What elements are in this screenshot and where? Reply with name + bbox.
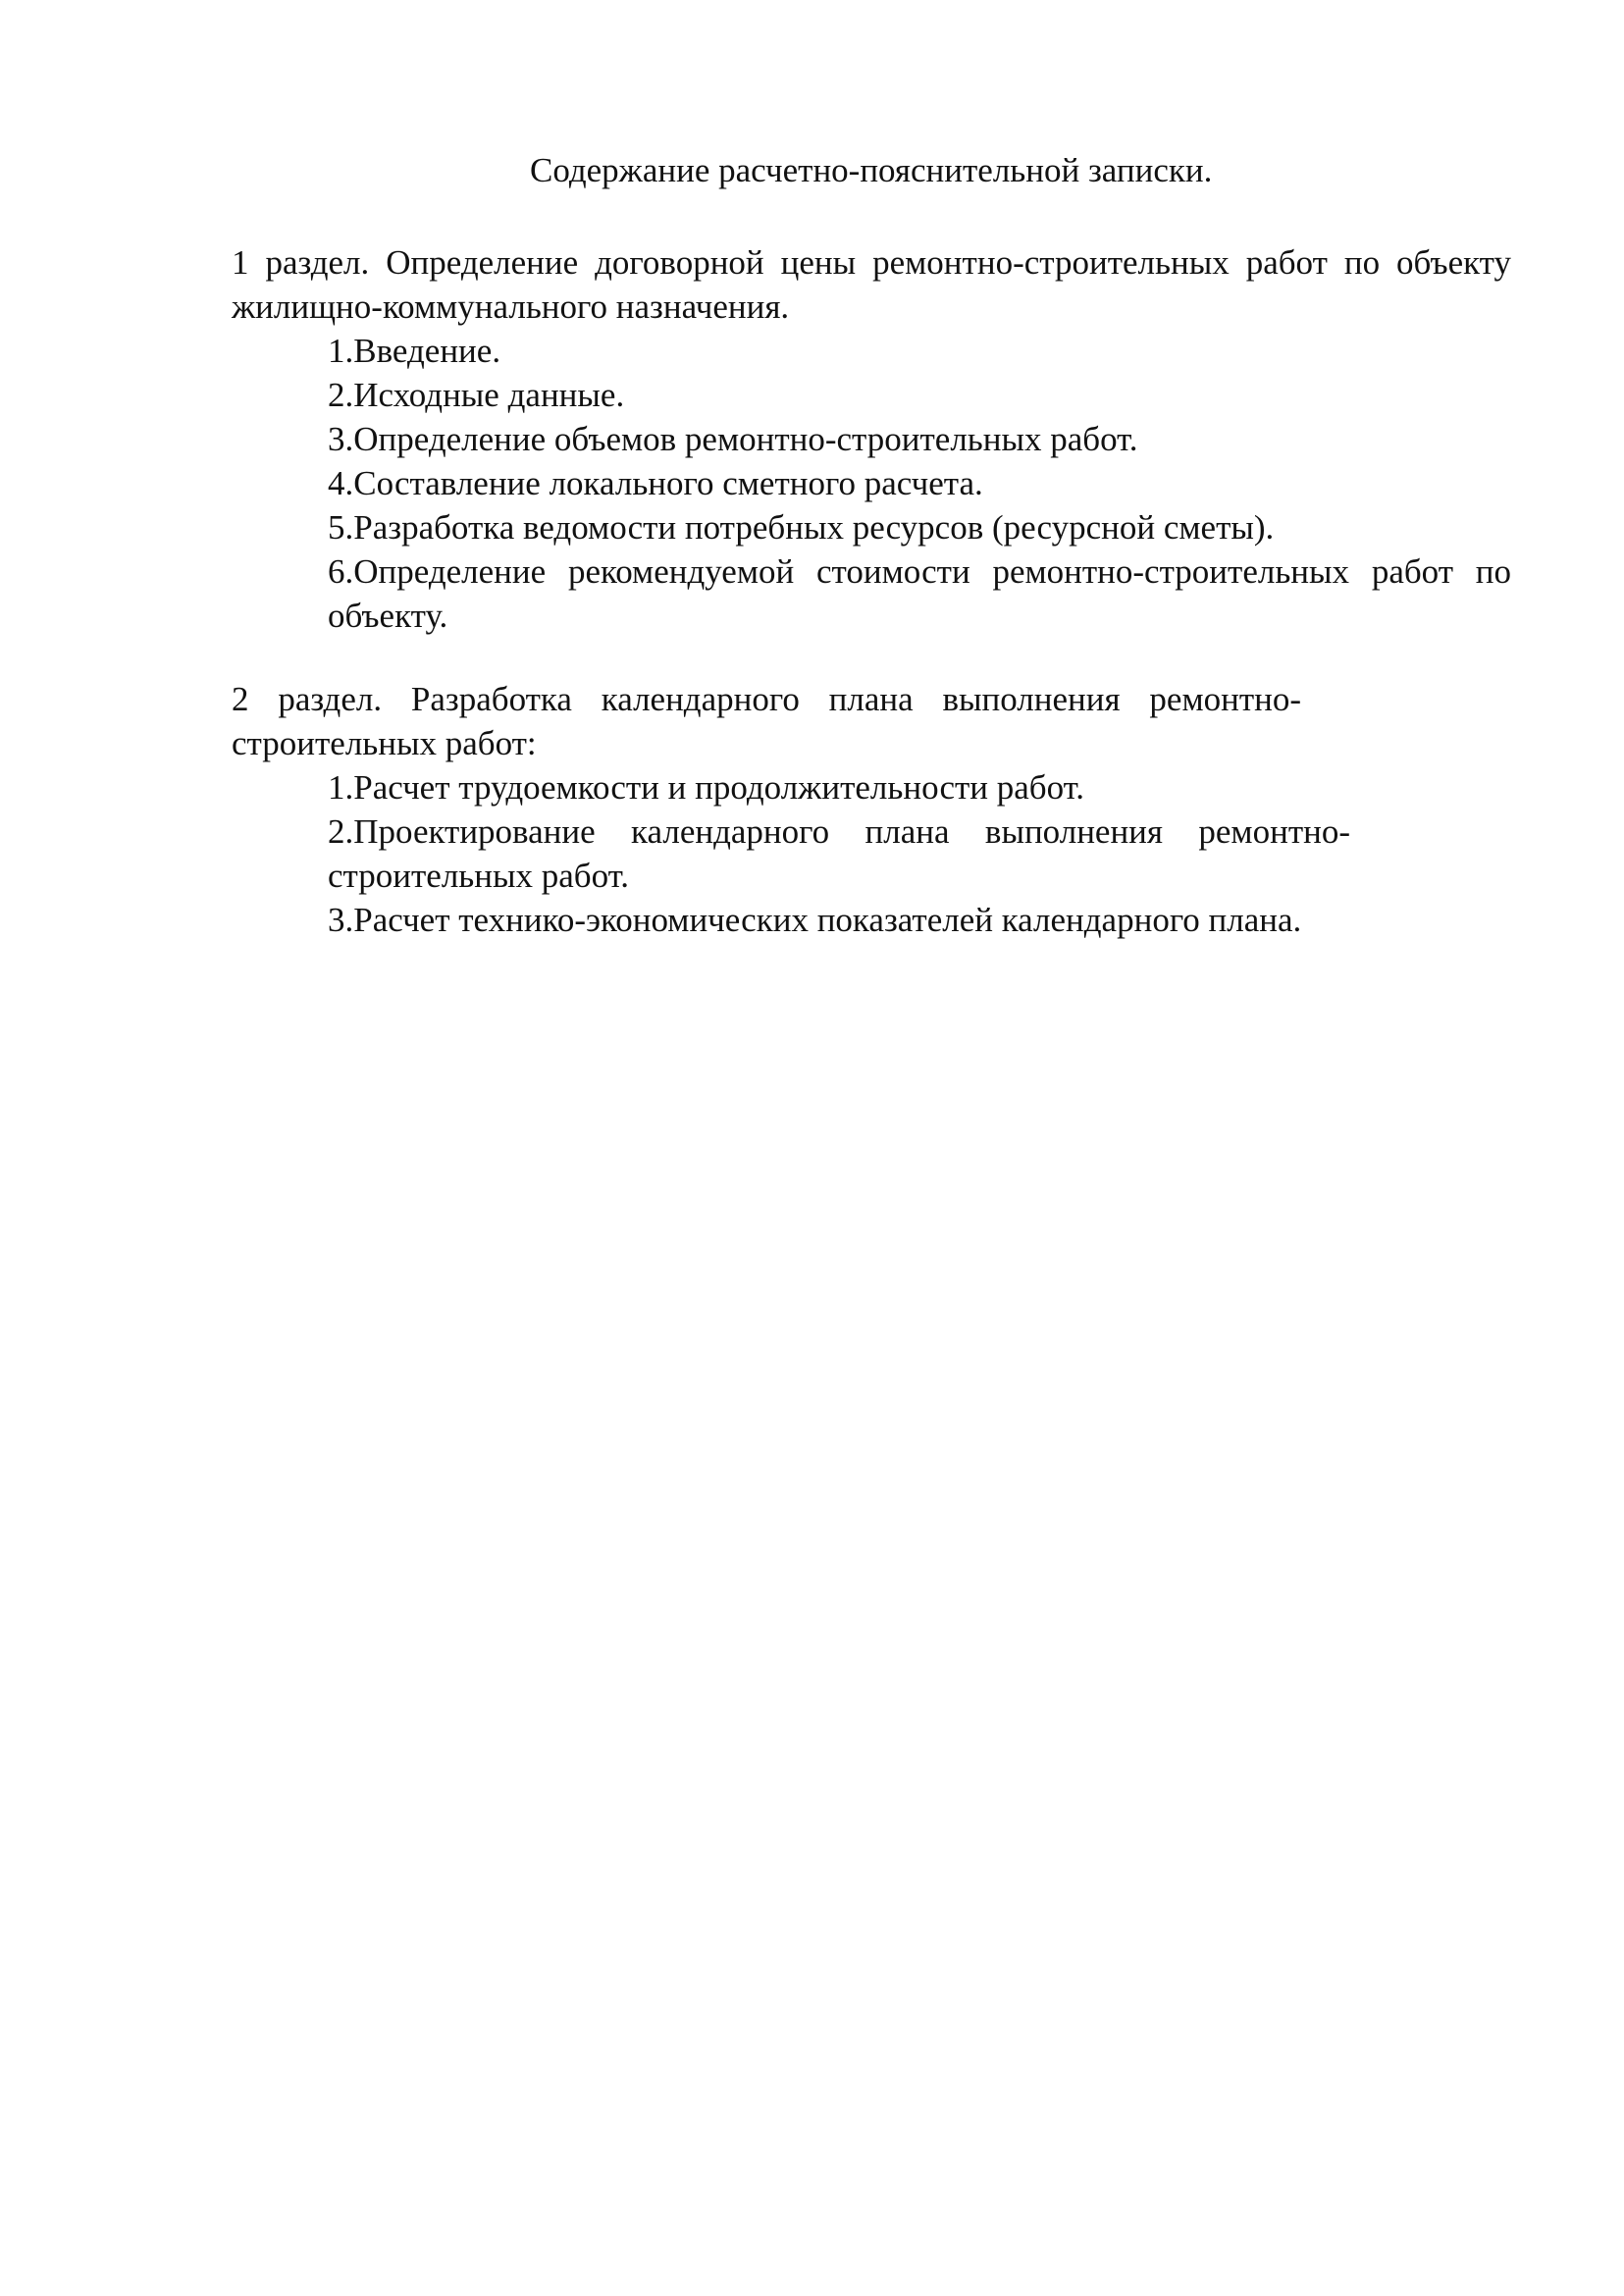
section-2-item: 1.Расчет трудоемкости и продолжительности работ. (328, 768, 1085, 807)
section-1-item: 6.Определение рекомендуемой стоимости ремонтно-строительных работ по объекту. (328, 552, 1511, 635)
section-2-heading: 2 раздел. Разработка календарного плана выполнения ремонтно-строительных работ: (232, 680, 1301, 762)
document-title: Содержание расчетно-пояснительной записки. (530, 151, 1213, 189)
section-1-heading: 1 раздел. Определение договорной цены ремонтно-строительных работ по объекту жилищно-коммунального назначения. (232, 243, 1511, 326)
section-1-item: 1.Введение. (328, 332, 501, 370)
section-2-item: 2.Проектирование календарного плана выполнения ремонтно-строительных работ. (328, 812, 1350, 895)
section-2-items (232, 765, 1350, 942)
section-1-item: 5.Разработка ведомости потребных ресурсов (ресурсной сметы). (328, 508, 1275, 547)
section-1-item: 2.Исходные данные. (328, 376, 625, 414)
section-1 (232, 240, 1511, 638)
section-1-item: 4.Составление локального сметного расчета. (328, 464, 983, 502)
section-1-item: 3.Определение объемов ремонтно-строительных работ. (328, 420, 1138, 458)
section-1-items (232, 329, 1511, 638)
section-2 (232, 677, 1511, 942)
section-2-item: 3.Расчет технико-экономических показателей календарного плана. (328, 901, 1302, 939)
